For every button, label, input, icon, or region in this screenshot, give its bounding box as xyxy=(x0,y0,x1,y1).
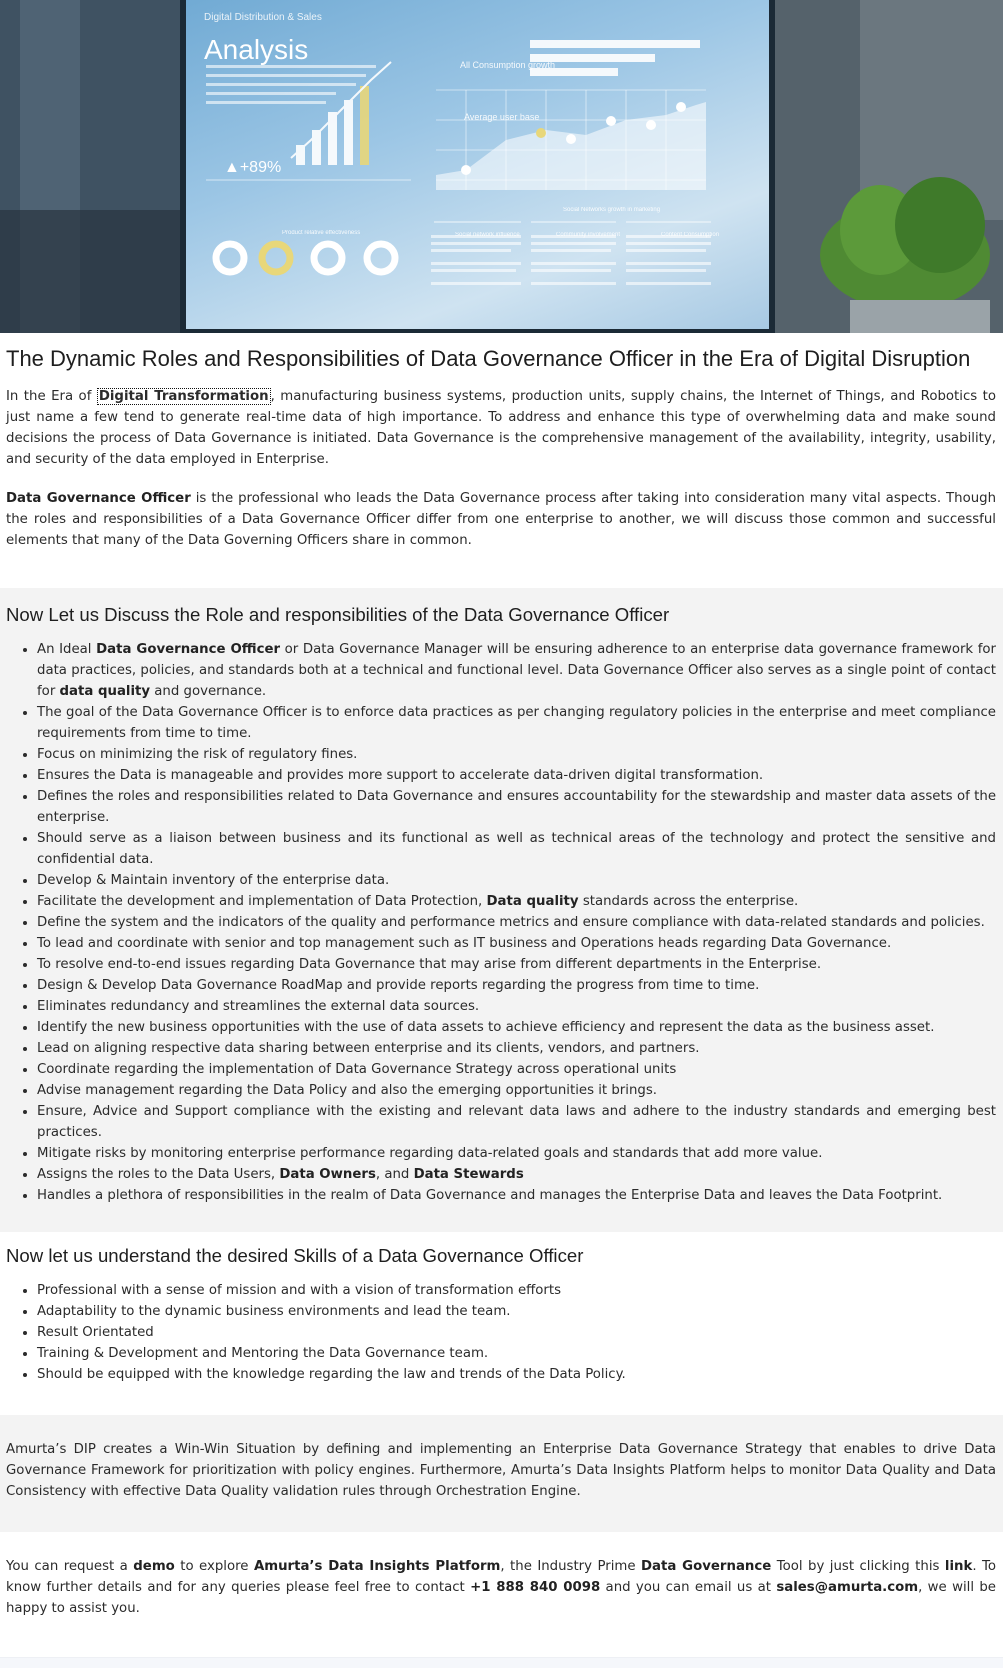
list-item: • Training & Development and Mentoring the Data Governance team. xyxy=(37,1343,996,1364)
phone-number[interactable]: +1 888 840 0098 xyxy=(470,1580,601,1595)
dip-paragraph: Amurta’s DIP creates a Win-Win Situation by defining and implementing an Enterprise Data Governance Strategy that enables to drive Data Governance Framework for prioritization with policy engines. Furthermore, Amurta’s Data Insights Platform helps to monitor Data Quality and Data Consistency with effective Data Quality validation rules through Orchestration Engine. xyxy=(6,1442,996,1499)
demo-link[interactable]: demo xyxy=(133,1559,175,1574)
list-item: • Develop & Maintain inventory of the enterprise data. xyxy=(37,870,996,891)
list-item: • Lead on aligning respective data sharing between enterprise and its clients, vendors, and partners. xyxy=(37,1038,996,1059)
list-item: • An Ideal Data Governance Officer or Data Governance Manager will be ensuring adherence to an enterprise data governance framework for data practices, policies, and standards both at a technical and functional level. Data Governance Officer also serves as a single point of contact for data quality and governance. xyxy=(37,639,996,702)
contact-section xyxy=(0,1532,1003,1649)
list-item: • Ensure, Advice and Support compliance with the existing and relevant data laws and adhere to the industry standards and emerging best practices. xyxy=(37,1101,996,1143)
email-link[interactable]: sales@amurta.com xyxy=(776,1580,919,1595)
list-item: • To lead and coordinate with senior and top management such as IT business and Operations heads regarding Data Governance. xyxy=(37,933,996,954)
list-item: • Should be equipped with the knowledge regarding the law and trends of the Data Policy. xyxy=(37,1364,996,1385)
footer-divider xyxy=(0,1657,1003,1668)
list-item: • Defines the roles and responsibilities related to Data Governance and ensures accountability for the stewardship and master data assets of the enterprise. xyxy=(37,786,996,828)
list-item: • Professional with a sense of mission and with a vision of transformation efforts xyxy=(37,1280,996,1301)
list-item: • Focus on minimizing the risk of regulatory fines. xyxy=(37,744,996,765)
dip-section xyxy=(0,1415,1003,1532)
roles-heading: Now Let us Discuss the Role and responsibilities of the Data Governance Officer xyxy=(6,604,670,625)
skills-section xyxy=(0,1232,1003,1415)
list-item: • Ensures the Data is manageable and provides more support to accelerate data-driven digital transformation. xyxy=(37,765,996,786)
hero-donut-label: Product relative effectiveness xyxy=(282,230,361,236)
list-item: • Facilitate the development and implementation of Data Protection, Data quality standards across the enterprise. xyxy=(37,891,996,912)
hero-col2-label: Community involvement xyxy=(556,232,621,238)
list-item: • Should serve as a liaison between business and its functional as well as technical areas of the technology and protect the sensitive and confidential data. xyxy=(37,828,996,870)
list-item: • Design & Develop Data Governance RoadMap and provide reports regarding the progress from time to time. xyxy=(37,975,996,996)
hero-col1-label: Social network influence xyxy=(455,232,520,238)
donut-row xyxy=(216,244,395,272)
list-item: • Eliminates redundancy and streamlines the external data sources. xyxy=(37,996,996,1017)
hero-consumption-label: All Consumption growth xyxy=(460,60,556,70)
officer-term: Data Governance Officer xyxy=(6,491,191,506)
contact-paragraph: You can request a demo to explore Amurta’s Data Insights Platform, the Industry Prime Data Governance Tool by just clicking this link. To know further details and for any queries please feel free to contact +1 888 840 0098 and you can email us at sales@amurta.com, we will be happy to assist you. xyxy=(6,1559,997,1616)
list-item: • Coordinate regarding the implementation of Data Governance Strategy across operational units xyxy=(37,1059,996,1080)
officer-paragraph xyxy=(6,488,996,551)
consumption-bars xyxy=(530,40,700,76)
bar-chart xyxy=(291,62,391,165)
hero-subtitle: Digital Distribution & Sales xyxy=(204,12,322,23)
roles-list xyxy=(6,639,996,1206)
hero-image xyxy=(0,0,1003,333)
hero-user-base-label: Average user base xyxy=(464,112,540,122)
list-item: • The goal of the Data Governance Officer is to enforce data practices as per changing regulatory policies in the enterprise and meet compliance requirements from time to time. xyxy=(37,702,996,744)
hero-social-label: Social Networks growth in marketing xyxy=(563,207,661,213)
area-chart xyxy=(436,90,706,190)
skills-heading: Now let us understand the desired Skills of a Data Governance Officer xyxy=(6,1245,584,1266)
click-link[interactable]: link xyxy=(944,1559,973,1574)
list-item: • Result Orientated xyxy=(37,1322,996,1343)
platform-name: Amurta’s Data Insights Platform xyxy=(253,1559,501,1574)
list-item: • To resolve end-to-end issues regarding Data Governance that may arise from different departments in the Enterprise. xyxy=(37,954,996,975)
page-title: The Dynamic Roles and Responsibilities of Data Governance Officer in the Era of Digital Disruption xyxy=(6,346,971,371)
intro-paragraph xyxy=(6,386,996,470)
article-intro xyxy=(0,333,1003,551)
list-item: • Assigns the roles to the Data Users, Data Owners, and Data Stewards xyxy=(37,1164,996,1185)
officer-text: is the professional who leads the Data Governance process after taking into consideration many vital aspects. Though the roles and responsibilities of a Data Governance Officer differ from one enterprise to another, we will discuss those common and successful elements that many of the Data Governing Officers share in common. xyxy=(6,491,996,548)
list-item: • Mitigate risks by monitoring enterprise performance regarding data-related goals and standards that add more value. xyxy=(37,1143,996,1164)
skills-list xyxy=(6,1280,996,1385)
list-item: • Define the system and the indicators of the quality and performance metrics and ensure compliance with data-related standards and policies. xyxy=(37,912,996,933)
digital-transformation-link[interactable]: Digital Transformation xyxy=(98,389,269,404)
tool-name: Data Governance xyxy=(641,1559,772,1574)
list-item: • Identify the new business opportunities with the use of data assets to achieve efficiency and represent the data as the business asset. xyxy=(37,1017,996,1038)
hero-growth: ▲+89% xyxy=(224,159,282,176)
list-item: • Handles a plethora of responsibilities in the realm of Data Governance and manages the Enterprise Data and leaves the Data Footprint. xyxy=(37,1185,996,1206)
hero-title: Analysis xyxy=(204,34,309,65)
intro-text-start: In the Era of xyxy=(6,389,97,404)
list-item: • Adaptability to the dynamic business environments and lead the team. xyxy=(37,1301,996,1322)
list-item: • Advise management regarding the Data Policy and also the emerging opportunities it brings. xyxy=(37,1080,996,1101)
hero-col3-label: Content Consumption xyxy=(661,232,720,238)
intro-text-end: , manufacturing business systems, production units, supply chains, the Internet of Things, and Robotics to just name a few tend to generate real-time data of high importance. To address and enhance this type of overwhelming data and make sound decisions the process of Data Governance is initiated. Data Governance is the comprehensive management of the availability, integrity, usability, and security of the data employed in Enterprise. xyxy=(6,389,996,467)
roles-section xyxy=(0,588,1003,1232)
